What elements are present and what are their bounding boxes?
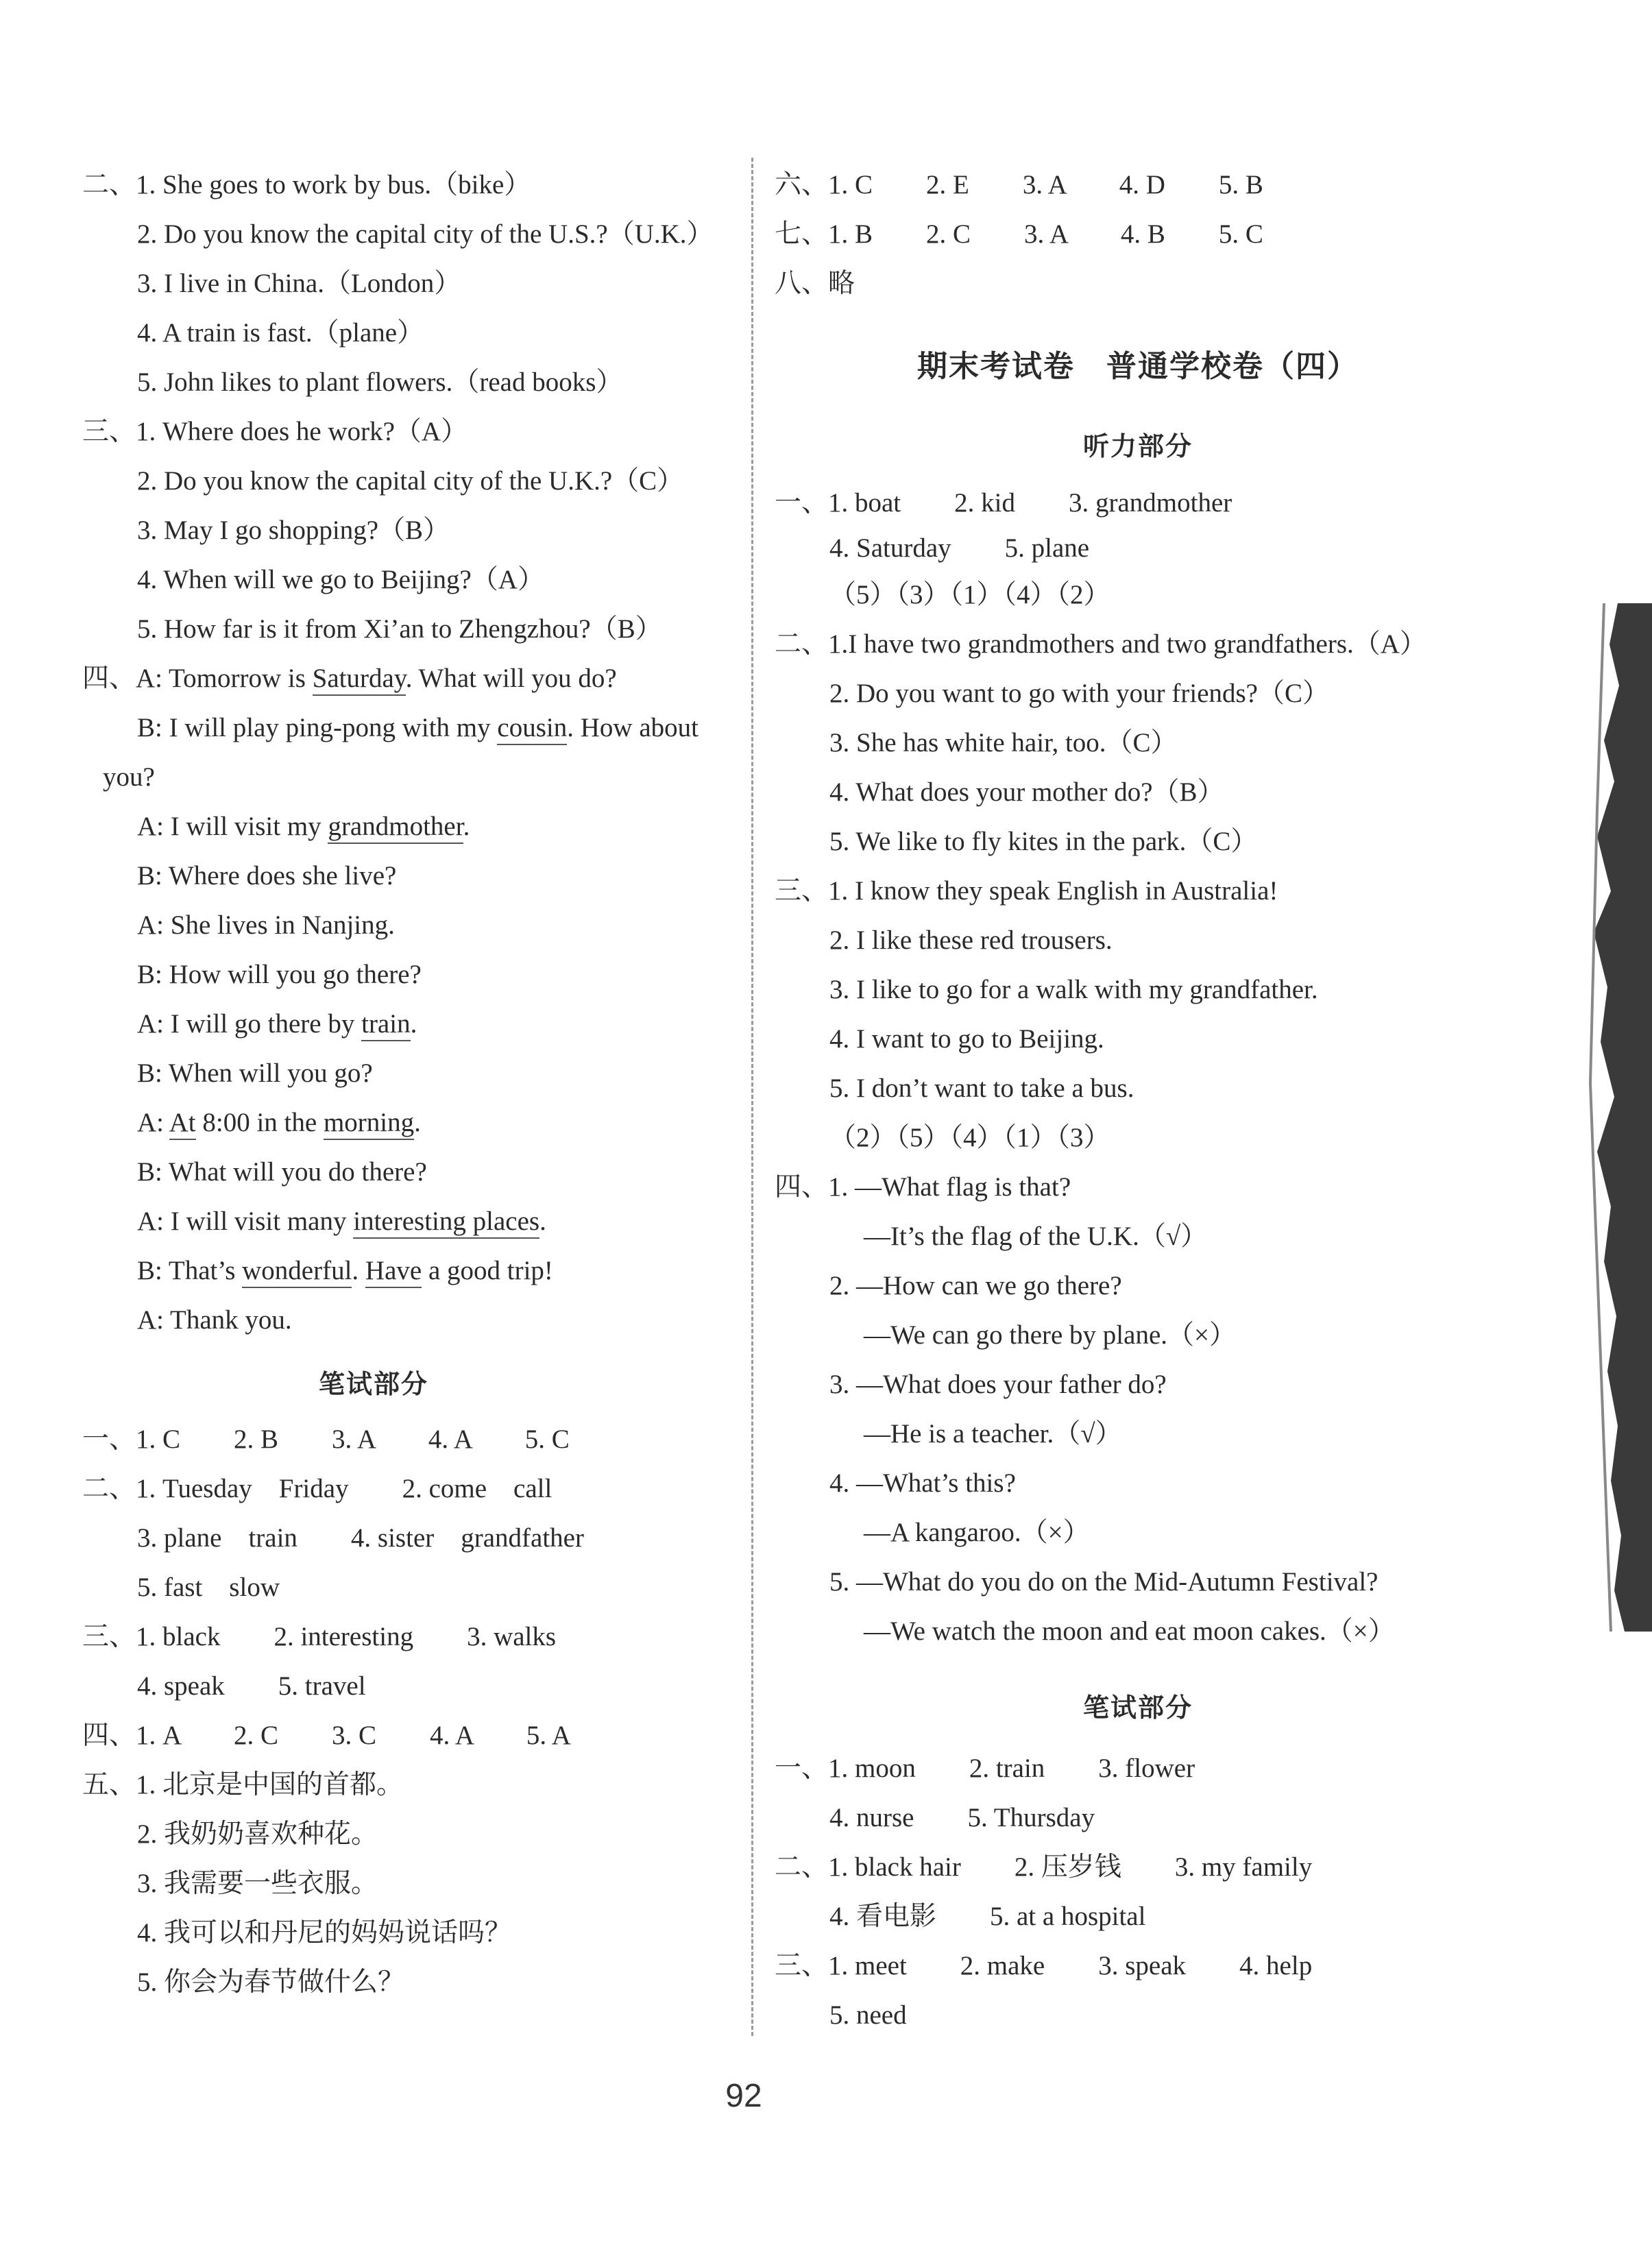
dialog-line: B: Where does she live? xyxy=(137,861,397,890)
answer-line: 4. 看电影 5. at a hospital xyxy=(829,1902,1146,1931)
answer-line: 4. What does your mother do?（B） xyxy=(829,777,1224,807)
answer-line: 5. 你会为春节做什么？ xyxy=(137,1967,405,1997)
answer-line: （2）（5）（4）（1）（3） xyxy=(829,1123,1110,1152)
dialog-line: A: Thank you. xyxy=(137,1305,292,1335)
answer-line: 4. —What’s this? xyxy=(829,1468,1016,1498)
answer-line: —We watch the moon and eat moon cakes.（×） xyxy=(864,1616,1395,1646)
answer-line: 3. I live in China.（London） xyxy=(137,269,461,298)
answer-line: 七、1. B 2. C 3. A 4. B 5. C xyxy=(775,219,1263,249)
section-title: 听力部分 xyxy=(1082,431,1193,461)
answer-line: 2. I like these red trousers. xyxy=(829,925,1113,955)
dialog-line: 四、A: Tomorrow is Saturday. What will you do? xyxy=(82,665,617,692)
answer-line: 五、1. 北京是中国的首都。 xyxy=(82,1770,404,1799)
answer-line: 2. Do you want to go with your friends?（C） xyxy=(829,679,1330,708)
filled-blank: train xyxy=(361,1009,410,1041)
dialog-line: B: I will play ping-pong with my cousin. How about xyxy=(137,714,699,741)
answer-line: —He is a teacher.（√） xyxy=(864,1419,1122,1449)
answer-line: 2. —How can we go there? xyxy=(829,1271,1122,1300)
section-title: 笔试部分 xyxy=(318,1369,428,1399)
dialog-line: B: When will you go? xyxy=(137,1058,373,1088)
answer-line: 4. I want to go to Beijing. xyxy=(829,1024,1104,1054)
dialog-line: B: What will you do there? xyxy=(137,1157,427,1187)
answer-line: 5. I don’t want to take a bus. xyxy=(829,1074,1134,1103)
answer-line: 一、1. moon 2. train 3. flower xyxy=(775,1754,1195,1783)
filled-blank: cousin xyxy=(497,713,567,745)
answer-line: 5. We like to fly kites in the park.（C） xyxy=(829,827,1258,856)
answer-line: 5. How far is it from Xi’an to Zhengzhou?（B） xyxy=(137,614,662,644)
dialog-line: A: She lives in Nanjing. xyxy=(137,910,395,940)
answer-line: —It’s the flag of the U.K.（√） xyxy=(864,1222,1208,1251)
answer-line: 三、1. Where does he work?（A） xyxy=(82,417,468,446)
answer-line: 三、1. I know they speak English in Australia! xyxy=(775,876,1278,906)
answer-line: 3. plane train 4. sister grandfather xyxy=(137,1523,584,1553)
page-number: 92 xyxy=(725,2078,762,2114)
answer-line: 5. John likes to plant flowers.（read books） xyxy=(137,367,623,397)
answer-line: 三、1. meet 2. make 3. speak 4. help xyxy=(775,1951,1313,1980)
answer-line: 八、略 xyxy=(775,269,855,298)
section-title: 笔试部分 xyxy=(1082,1693,1193,1723)
exam-title: 期末考试卷 普通学校卷（四） xyxy=(917,349,1359,384)
filled-blank: wonderful xyxy=(242,1256,352,1288)
dialog-line: A: At 8:00 in the morning. xyxy=(137,1109,421,1136)
answer-line: 4. When will we go to Beijing?（A） xyxy=(137,565,544,594)
answer-line: 六、1. C 2. E 3. A 4. D 5. B xyxy=(775,170,1263,199)
answer-line: 3. May I go shopping?（B） xyxy=(137,516,450,545)
answer-line: 一、1. boat 2. kid 3. grandmother xyxy=(775,488,1232,518)
dialog-line: B: How will you go there? xyxy=(137,960,422,989)
filled-blank: interesting places xyxy=(353,1207,539,1239)
filled-blank: grandmother xyxy=(328,812,463,844)
answer-line: 2. 我奶奶喜欢种花。 xyxy=(137,1819,378,1849)
answer-line: 二、1.I have two grandmothers and two grandfathers.（A） xyxy=(775,629,1426,659)
answer-line: —We can go there by plane.（×） xyxy=(864,1320,1237,1350)
dialog-line: A: I will go there by train. xyxy=(137,1010,417,1037)
dialog-line: B: That’s wonderful. Have a good trip! xyxy=(137,1257,553,1284)
filled-blank: morning xyxy=(324,1108,414,1140)
filled-blank: Saturday xyxy=(313,664,406,696)
answer-line: 2. Do you know the capital city of the U.K.?（C） xyxy=(137,466,684,496)
answer-line: 4. Saturday 5. plane xyxy=(829,533,1090,563)
answer-line: 一、1. C 2. B 3. A 4. A 5. C xyxy=(82,1425,570,1454)
answer-line: 二、1. Tuesday Friday 2. come call xyxy=(82,1474,552,1503)
dialog-line: A: I will visit many interesting places. xyxy=(137,1208,546,1235)
answer-line: 5. need xyxy=(829,2000,907,2030)
scan-edge-shadow xyxy=(1577,603,1652,1632)
answer-line: 4. nurse 5. Thursday xyxy=(829,1803,1095,1832)
answer-line: 4. A train is fast.（plane） xyxy=(137,318,424,348)
answer-line: 二、1. black hair 2. 压岁钱 3. my family xyxy=(775,1852,1313,1882)
answer-line: 四、1. A 2. C 3. C 4. A 5. A xyxy=(82,1721,571,1750)
filled-blank: At xyxy=(169,1108,196,1140)
answer-line: 5. —What do you do on the Mid-Autumn Festival? xyxy=(829,1567,1378,1597)
dialog-line: you? xyxy=(103,762,155,792)
answer-line: 二、1. She goes to work by bus.（bike） xyxy=(82,170,531,199)
answer-line: 4. 我可以和丹尼的妈妈说话吗？ xyxy=(137,1918,512,1948)
answer-line: 三、1. black 2. interesting 3. walks xyxy=(82,1622,557,1651)
answer-line: 2. Do you know the capital city of the U.S.?（U.K.） xyxy=(137,219,714,249)
answer-line: （5）（3）（1）（4）（2） xyxy=(829,580,1110,609)
answer-line: 3. 我需要一些衣服。 xyxy=(137,1869,378,1898)
answer-line: 3. —What does your father do? xyxy=(829,1370,1167,1399)
answer-line: 3. She has white hair, too.（C） xyxy=(829,728,1178,758)
answer-line: —A kangaroo.（×） xyxy=(864,1518,1090,1547)
column-divider xyxy=(751,158,753,2036)
answer-line: 3. I like to go for a walk with my grandfather. xyxy=(829,975,1318,1004)
answer-line: 四、1. —What flag is that? xyxy=(775,1172,1071,1202)
answer-line: 4. speak 5. travel xyxy=(137,1671,366,1701)
filled-blank: Have xyxy=(365,1256,422,1288)
dialog-line: A: I will visit my grandmother. xyxy=(137,813,470,840)
answer-line: 5. fast slow xyxy=(137,1573,280,1602)
